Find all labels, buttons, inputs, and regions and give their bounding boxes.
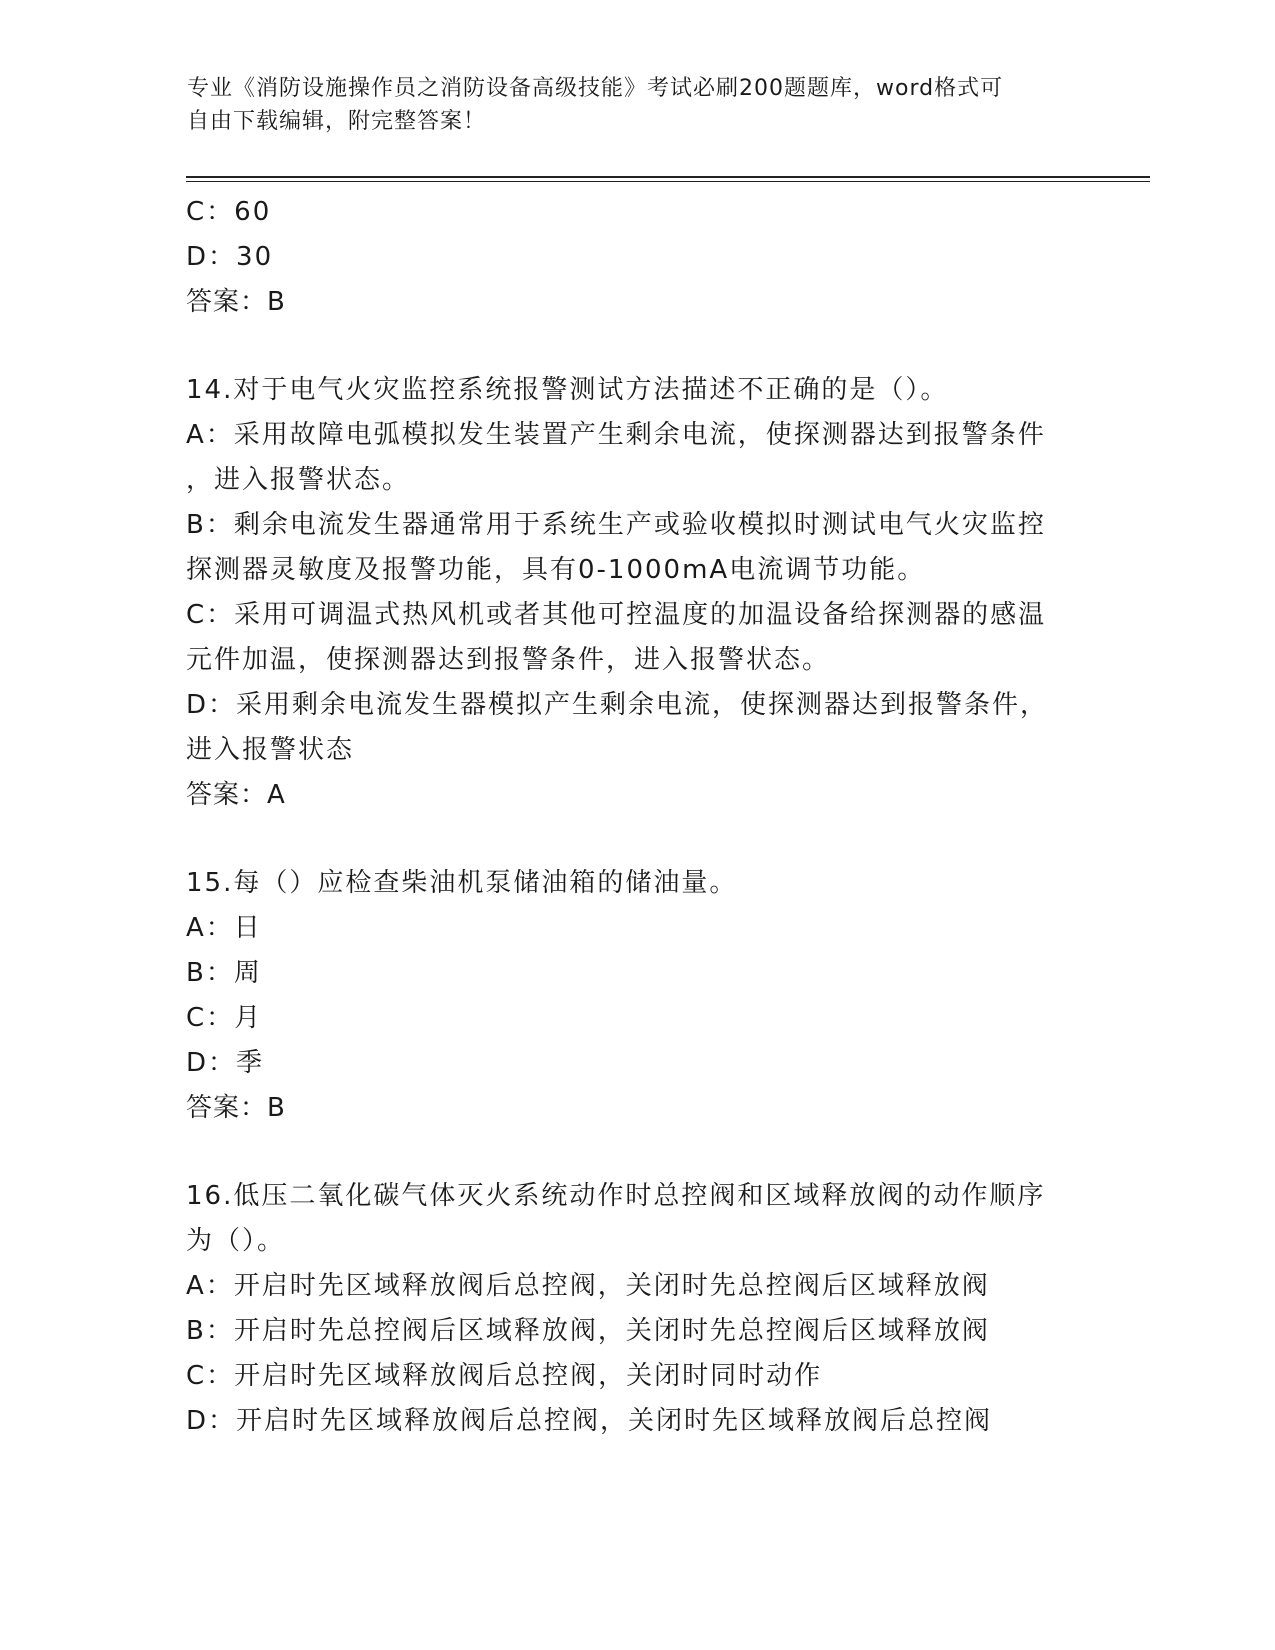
header-title-line-2: 自由下载编辑，附完整答案！	[187, 109, 487, 134]
option-c: C：60	[186, 197, 272, 227]
spacer	[186, 325, 1086, 368]
option-b: B：周	[186, 958, 262, 988]
option-a-line-2: ，进入报警状态。	[186, 465, 411, 495]
page-header	[187, 72, 1067, 138]
question-stem: 14.对于电气火灾监控系统报警测试方法描述不正确的是（）。	[186, 375, 949, 405]
previous-question-tail	[186, 190, 1086, 325]
option-b-line-2: 探测器灵敏度及报警功能，具有0-1000mA电流调节功能。	[186, 555, 926, 585]
question-stem-line-2: 为（）。	[186, 1226, 286, 1256]
option-a-line-1: A：采用故障电弧模拟发生装置产生剩余电流，使探测器达到报警条件	[186, 420, 1046, 450]
header-title-line-1: 专业《消防设施操作员之消防设备高级技能》考试必刷200题题库，word格式可	[187, 76, 1004, 101]
option-d-line-2: 进入报警状态	[186, 735, 355, 765]
option-b: B：开启时先总控阀后区域释放阀，关闭时先总控阀后区域释放阀	[186, 1316, 990, 1346]
spacer	[186, 1131, 1086, 1174]
question-16	[186, 1174, 1086, 1444]
question-stem-line-1: 16.低压二氧化碳气体灭火系统动作时总控阀和区域释放阀的动作顺序	[186, 1181, 1046, 1211]
question-15	[186, 861, 1086, 1131]
header-divider-thin	[186, 181, 1150, 182]
answer-line: 答案：B	[186, 287, 286, 317]
question-stem: 15.每（）应检查柴油机泵储油箱的储油量。	[186, 868, 738, 898]
option-d-line-1: D：采用剩余电流发生器模拟产生剩余电流，使探测器达到报警条件，	[186, 690, 1049, 720]
option-c: C：开启时先区域释放阀后总控阀，关闭时同时动作	[186, 1361, 823, 1391]
option-c-line-2: 元件加温，使探测器达到报警条件，进入报警状态。	[186, 645, 831, 675]
option-a: A：日	[186, 913, 262, 943]
question-14	[186, 368, 1086, 818]
option-c: C：月	[186, 1003, 263, 1033]
answer-line: 答案：B	[186, 1093, 286, 1123]
spacer	[186, 818, 1086, 861]
option-c-line-1: C：采用可调温式热风机或者其他可控温度的加温设备给探测器的感温	[186, 600, 1047, 630]
option-d: D：开启时先区域释放阀后总控阀，关闭时先区域释放阀后总控阀	[186, 1406, 993, 1436]
option-d: D：30	[186, 242, 274, 272]
answer-line: 答案：A	[186, 780, 286, 810]
option-d: D：季	[186, 1048, 265, 1078]
question-body	[186, 190, 1086, 1444]
option-a: A：开启时先区域释放阀后总控阀，关闭时先总控阀后区域释放阀	[186, 1271, 990, 1301]
header-divider-thick	[186, 176, 1150, 178]
option-b-line-1: B：剩余电流发生器通常用于系统生产或验收模拟时测试电气火灾监控	[186, 510, 1046, 540]
